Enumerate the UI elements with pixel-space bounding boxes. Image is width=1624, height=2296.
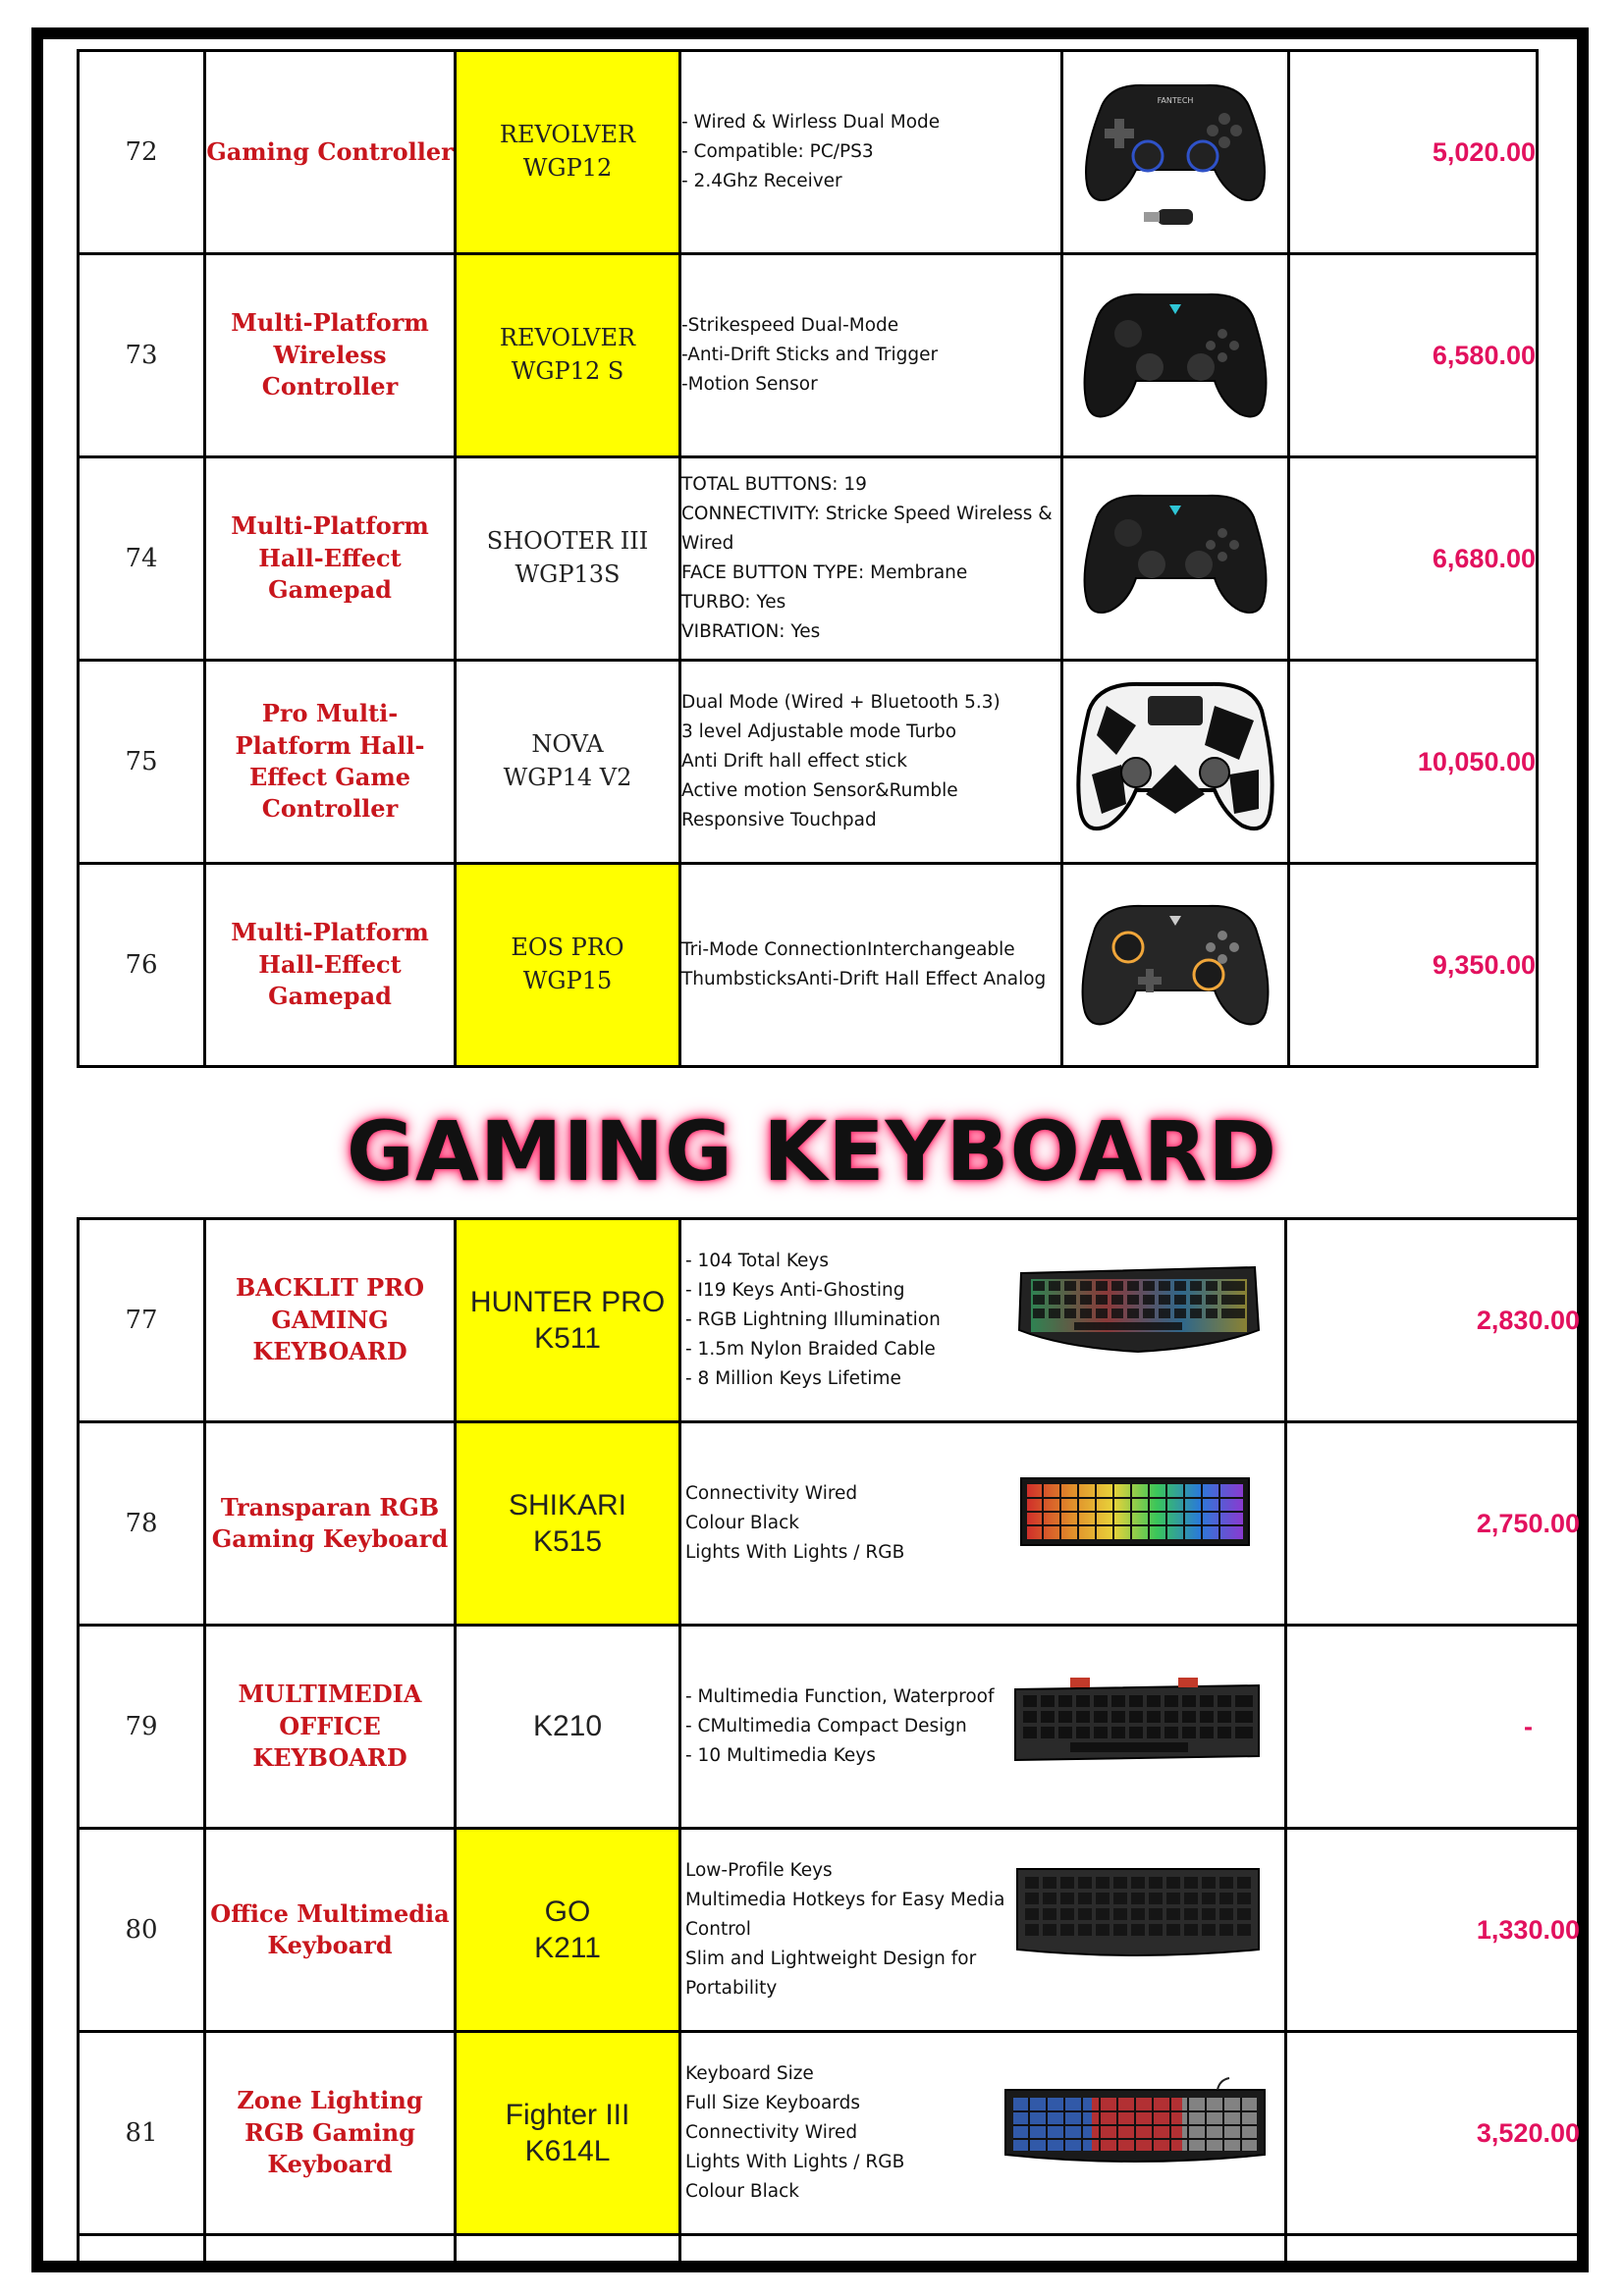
svg-text:FANTECH: FANTECH: [1157, 96, 1194, 105]
item-number: 79: [79, 1626, 205, 1829]
spec-line: - I19 Keys Anti-Ghosting: [685, 1280, 905, 1301]
spec-line: TURBO: Yes: [681, 592, 786, 613]
specs-cell: [680, 51, 1062, 254]
spec-line: Slim and Lightweight Design for: [685, 1949, 977, 1969]
table-row: [79, 1219, 1582, 1422]
gamepad-icon: [1067, 265, 1283, 442]
spec-line: - 10 Multimedia Keys: [685, 1745, 876, 1766]
spec-line: Wired: [681, 533, 734, 554]
price: 1,330.00: [1286, 1829, 1582, 2032]
model-cell: [456, 1829, 680, 2032]
item-number: 76: [79, 864, 205, 1067]
model-line: WGP13S: [514, 561, 621, 588]
table-row: [79, 661, 1538, 864]
product-name: MULTIMEDIA OFFICE KEYBOARD: [205, 1626, 456, 1829]
spec-line: - CMultimedia Compact Design: [685, 1716, 967, 1736]
spec-line: Dual Mode (Wired + Bluetooth 5.3): [681, 692, 1001, 713]
product-name: BACKLIT PRO GAMING KEYBOARD: [205, 1219, 456, 1422]
price: 3,520.00: [1286, 2032, 1582, 2235]
model-line: WGP12: [522, 154, 613, 182]
model-cell: [456, 254, 680, 457]
specs-cell: [680, 457, 1062, 661]
specs: [685, 2059, 904, 2207]
spec-line: Lights With Lights / RGB: [685, 2152, 905, 2172]
price: 2,830.00: [1286, 1219, 1582, 1422]
model-line: K211: [534, 1932, 601, 1964]
model-line: EOS PRO: [511, 934, 624, 962]
specs: [685, 1856, 1004, 2003]
controllers-table: [77, 49, 1539, 1068]
product-image: [1062, 864, 1289, 1067]
model-cell: [456, 661, 680, 864]
rgb-keyboard-icon: [1015, 1254, 1261, 1362]
table-row: [79, 254, 1538, 457]
empty-cell: [1286, 2235, 1582, 2265]
spec-line: -Strikespeed Dual-Mode: [681, 315, 899, 336]
specs-image-cell: [680, 1626, 1286, 1829]
spec-line: - Compatible: PC/PS3: [681, 141, 874, 162]
keyboards-table: [77, 1217, 1583, 2266]
model-cell: [456, 1422, 680, 1626]
price: 2,750.00: [1286, 1422, 1582, 1626]
price: 9,350.00: [1289, 864, 1538, 1067]
spec-line: - 2.4Ghz Receiver: [681, 171, 842, 191]
model-line: SHOOTER III: [486, 527, 649, 556]
section-heading: GAMING KEYBOARD: [346, 1103, 1278, 1200]
item-number: 80: [79, 1829, 205, 2032]
spec-line: - 8 Million Keys Lifetime: [685, 1368, 901, 1389]
camo-gamepad-icon: [1067, 667, 1283, 853]
spec-line: 3 level Adjustable mode Turbo: [681, 721, 957, 742]
model-line: SHIKARI: [508, 1488, 627, 1522]
spec-line: FACE BUTTON TYPE: Membrane: [681, 562, 968, 583]
table-row: [79, 1829, 1582, 2032]
spec-line: Connectivity Wired: [685, 2122, 858, 2143]
model-line: HUNTER PRO: [469, 1285, 666, 1318]
office-keyboard-icon: [1011, 1676, 1263, 1770]
price: 5,020.00: [1289, 51, 1538, 254]
model-cell: [456, 1219, 680, 1422]
model-line: REVOLVER: [499, 324, 636, 352]
model-line: K515: [532, 1525, 603, 1558]
product-name: Gaming Controller: [205, 51, 456, 254]
spec-line: Full Size Keyboards: [685, 2093, 860, 2113]
spec-line: TOTAL BUTTONS: 19: [681, 474, 867, 495]
spec-line: Responsive Touchpad: [681, 810, 877, 830]
product-name: Multi-Platform Wireless Controller: [205, 254, 456, 457]
spec-line: - Multimedia Function, Waterproof: [685, 1686, 995, 1707]
spec-line: - RGB Lightning Illumination: [685, 1309, 941, 1330]
price: 6,580.00: [1289, 254, 1538, 457]
model-line: K511: [534, 1322, 601, 1355]
spec-line: Active motion Sensor&Rumble: [681, 780, 958, 801]
table-row: [79, 2235, 1582, 2265]
empty-cell: [79, 2235, 205, 2265]
spec-line: Connectivity Wired: [685, 1483, 858, 1504]
spec-line: Control: [685, 1919, 751, 1940]
rgb-gamepad-icon: [1067, 875, 1283, 1051]
empty-cell: [205, 2235, 456, 2265]
specs: [685, 1247, 941, 1394]
price: 10,050.00: [1289, 661, 1538, 864]
model-cell: [456, 864, 680, 1067]
model-line: WGP12 S: [511, 357, 624, 385]
spec-line: - Wired & Wirless Dual Mode: [681, 112, 941, 133]
specs-cell: [680, 864, 1062, 1067]
model-cell: [456, 51, 680, 254]
item-number: 81: [79, 2032, 205, 2235]
item-number: 77: [79, 1219, 205, 1422]
specs-image-cell: [680, 1829, 1286, 2032]
spec-line: Portability: [685, 1978, 778, 1999]
product-image: [1062, 51, 1289, 254]
zone-keyboard-icon: [1001, 2076, 1269, 2174]
model-cell: [456, 2032, 680, 2235]
model-line: NOVA: [531, 730, 604, 759]
specs-image-cell: [680, 1422, 1286, 1626]
item-number: 78: [79, 1422, 205, 1626]
spec-line: -Anti-Drift Sticks and Trigger: [681, 345, 939, 365]
spec-line: Keyboard Size: [685, 2063, 814, 2084]
table-row: [79, 1626, 1582, 1829]
spec-line: Lights With Lights / RGB: [685, 1542, 905, 1563]
table-row: [79, 2032, 1582, 2235]
product-image: [1062, 661, 1289, 864]
specs: [685, 1479, 904, 1568]
table-row: [79, 1422, 1582, 1626]
price: -: [1286, 1626, 1582, 1829]
product-image: [1062, 457, 1289, 661]
model-line: K210: [532, 1710, 603, 1743]
model-line: GO: [544, 1895, 591, 1928]
specs-image-cell: [680, 2032, 1286, 2235]
spec-line: Colour Black: [685, 2181, 799, 2202]
spec-line: -Motion Sensor: [681, 374, 818, 395]
model-line: REVOLVER: [499, 121, 636, 149]
product-name: Pro Multi-Platform Hall-Effect Game Controller: [205, 661, 456, 864]
empty-cell: [680, 2235, 1286, 2265]
product-image: [1062, 254, 1289, 457]
product-name: Multi-Platform Hall-Effect Gamepad: [205, 457, 456, 661]
spec-line: CONNECTIVITY: Stricke Speed Wireless &: [681, 504, 1053, 524]
item-number: 72: [79, 51, 205, 254]
price: 6,680.00: [1289, 457, 1538, 661]
product-name: Multi-Platform Hall-Effect Gamepad: [205, 864, 456, 1067]
spec-line: Colour Black: [685, 1513, 799, 1533]
product-name: Zone Lighting RGB Gaming Keyboard: [205, 2032, 456, 2235]
model-line: WGP15: [522, 967, 613, 994]
specs-image-cell: [680, 1219, 1286, 1422]
model-cell: [456, 457, 680, 661]
table-row: [79, 457, 1538, 661]
spec-line: VIBRATION: Yes: [681, 621, 821, 642]
model-line: WGP14 V2: [503, 764, 632, 791]
spec-line: Multimedia Hotkeys for Easy Media: [685, 1890, 1005, 1910]
table-row: [79, 864, 1538, 1067]
spec-line: Tri-Mode ConnectionInterchangeable: [681, 939, 1015, 960]
empty-cell: [456, 2235, 680, 2265]
specs: [685, 1682, 995, 1771]
model-cell: [456, 1626, 680, 1829]
spec-line: ThumbsticksAnti-Drift Hall Effect Analog: [681, 969, 1047, 989]
spec-line: - 104 Total Keys: [685, 1251, 830, 1271]
item-number: 73: [79, 254, 205, 457]
product-name: Office Multimedia Keyboard: [205, 1829, 456, 2032]
item-number: 75: [79, 661, 205, 864]
gamepad-icon: [1067, 468, 1283, 645]
item-number: 74: [79, 457, 205, 661]
office-keyboard-icon: [1013, 1859, 1263, 1967]
spec-line: Low-Profile Keys: [685, 1860, 833, 1881]
rainbow-keyboard-icon: [1019, 1474, 1251, 1553]
spec-line: Anti Drift hall effect stick: [681, 751, 907, 772]
table-row: [79, 51, 1538, 254]
gamepad-with-receiver-icon: [1067, 62, 1283, 239]
spec-line: - 1.5m Nylon Braided Cable: [685, 1339, 936, 1360]
model-line: K614L: [524, 2135, 611, 2167]
specs-cell: [680, 661, 1062, 864]
product-name: Transparan RGB Gaming Keyboard: [205, 1422, 456, 1626]
model-line: Fighter III: [505, 2098, 630, 2131]
specs-cell: [680, 254, 1062, 457]
